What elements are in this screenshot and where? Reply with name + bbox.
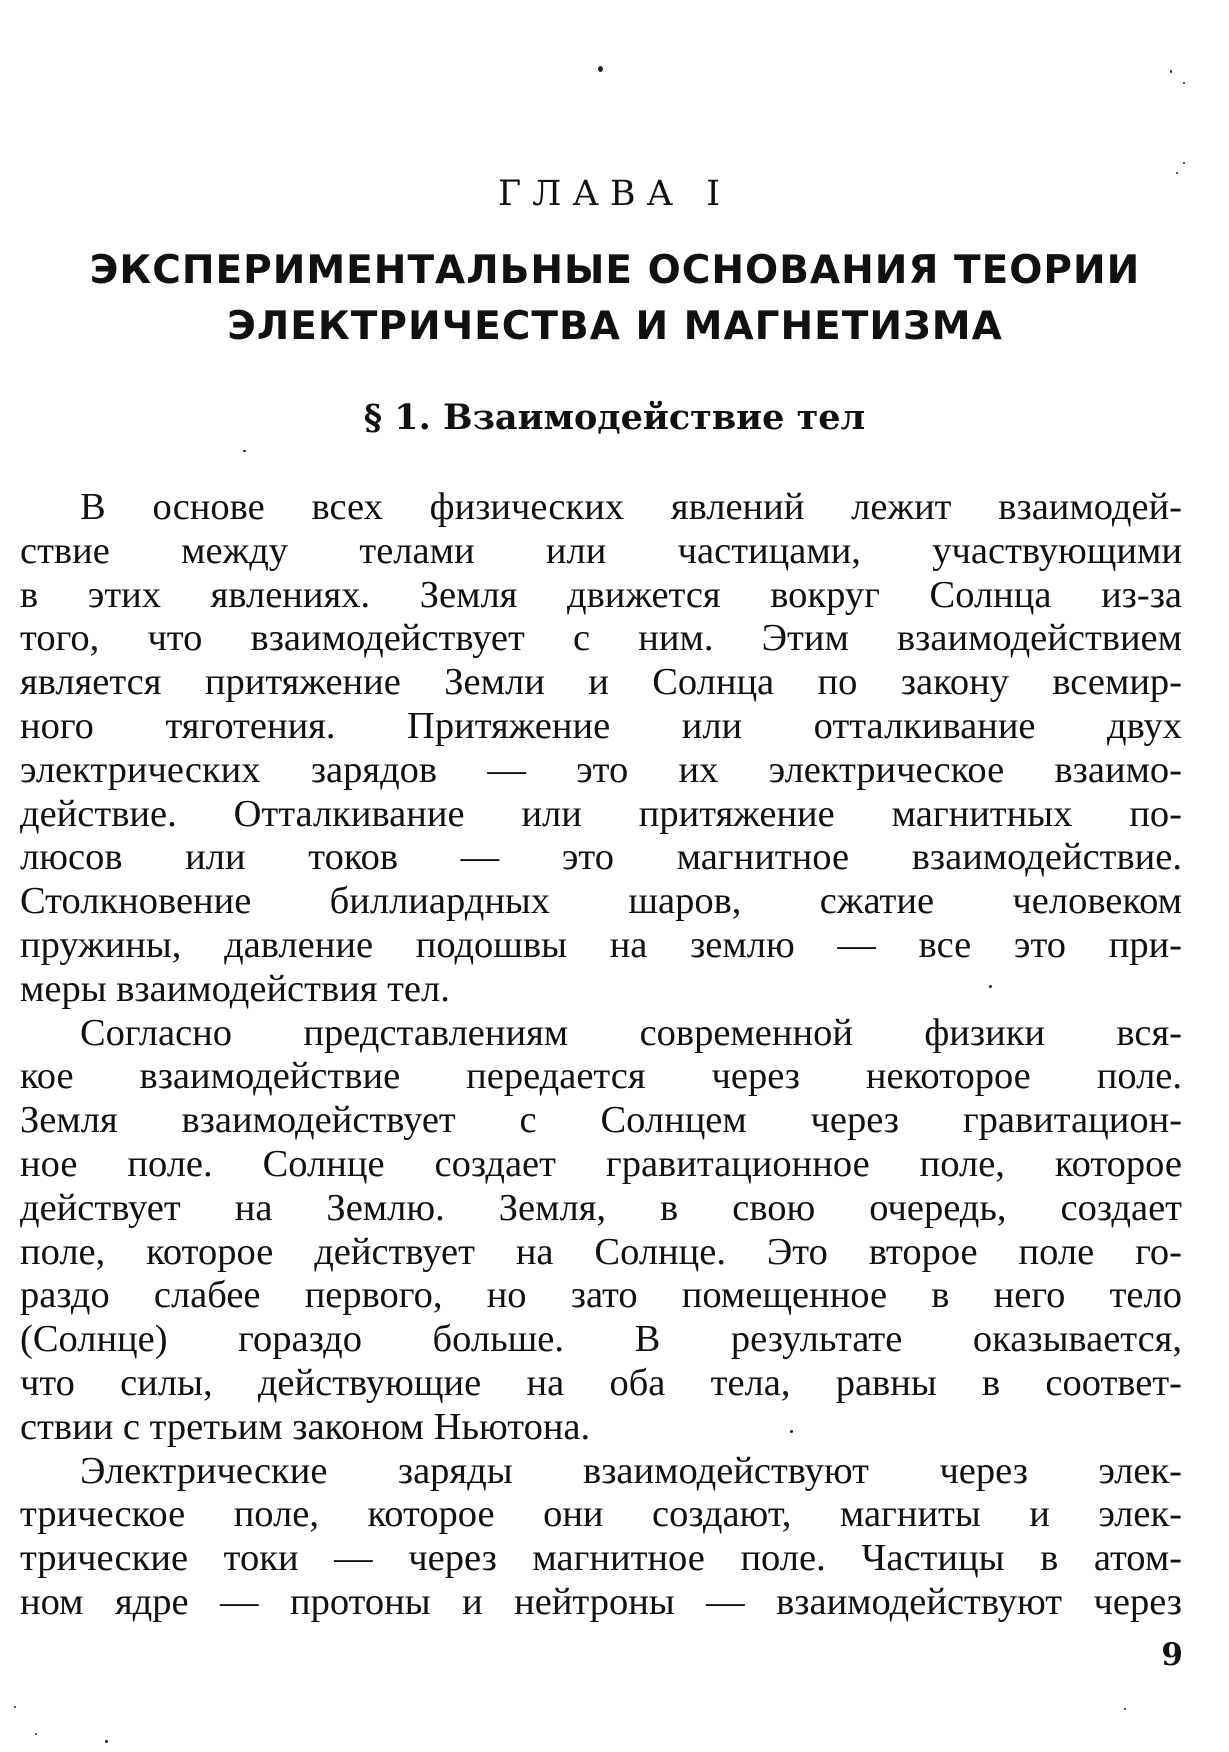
scan-speck — [105, 1740, 108, 1743]
scan-speck — [1124, 1708, 1126, 1710]
text-line: что силы, действующие на оба тела, равны в соответ- — [20, 1361, 1182, 1404]
text-line: Столкновение биллиардных шаров, сжатие человеком — [20, 880, 1182, 923]
text-line: ствии с третьим законом Ньютона. — [20, 1405, 591, 1448]
scan-speck — [1183, 162, 1185, 164]
text-line: действие. Отталкивание или притяжение магнитных по- — [20, 792, 1182, 835]
text-line: трическое поле, которое они создают, магниты и элек- — [20, 1493, 1182, 1536]
text-line: ное поле. Солнце создает гравитационное поле, которое — [20, 1142, 1182, 1185]
scan-speck — [14, 1706, 16, 1708]
text-line: Земля взаимодействует с Солнцем через гравитацион- — [20, 1099, 1182, 1142]
text-line: меры взаимодействия тел. — [20, 967, 450, 1010]
text-line: кое взаимодействие передается через некоторое поле. — [20, 1055, 1182, 1098]
text-line: в этих явлениях. Земля движется вокруг Солнца из-за — [20, 573, 1182, 616]
text-line: Электрические заряды взаимодействуют через элек- — [80, 1449, 1182, 1492]
body-text — [20, 486, 1182, 1625]
scan-speck — [35, 1733, 37, 1735]
text-line: В основе всех физических явлений лежит взаимодей- — [80, 486, 1182, 528]
text-line: поле, которое действует на Солнце. Это второе поле го- — [20, 1230, 1182, 1273]
paragraph — [20, 1450, 1182, 1625]
page-number: 9 — [1161, 1637, 1183, 1673]
chapter-title-line: ЭЛЕКТРИЧЕСТВА И МАГНЕТИЗМА — [227, 304, 1003, 349]
text-line: люсов или токов — это магнитное взаимодействие. — [20, 836, 1182, 879]
text-line: ном ядре — протоны и нейтроны — взаимодействуют через — [20, 1580, 1182, 1623]
scan-speck — [1170, 70, 1172, 73]
text-line: электрических зарядов — это их электрическое взаимо- — [20, 748, 1182, 791]
chapter-title — [40, 243, 1190, 355]
scan-speck — [790, 1430, 793, 1433]
scan-speck — [598, 66, 603, 72]
text-line: ного тяготения. Притяжение или отталкивание двух — [20, 704, 1182, 747]
paragraph — [20, 1012, 1182, 1450]
text-line: того, что взаимодействует с ним. Этим взаимодействием — [20, 617, 1182, 660]
text-line: пружины, давление подошвы на землю — все это при- — [20, 923, 1182, 966]
text-line: является притяжение Земли и Солнца по закону всемир- — [20, 661, 1182, 704]
scan-speck — [1176, 172, 1178, 174]
text-line: ствие между телами или частицами, участвующими — [20, 529, 1182, 572]
chapter-label: ГЛАВА I — [497, 174, 732, 214]
text-line: Согласно представлениям современной физики вся- — [80, 1011, 1182, 1054]
scan-speck — [243, 450, 246, 452]
text-line: действует на Землю. Земля, в свою очередь, создает — [20, 1186, 1182, 1229]
text-line: (Солнце) гораздо больше. В результате оказывается, — [20, 1318, 1182, 1361]
text-line: раздо слабее первого, но зато помещенное в него тело — [20, 1274, 1182, 1317]
scan-speck — [989, 985, 992, 988]
paragraph — [20, 486, 1182, 1012]
text-line: трические токи — через магнитное поле. Частицы в атом- — [20, 1537, 1182, 1580]
chapter-title-line: ЭКСПЕРИМЕНТАЛЬНЫЕ ОСНОВАНИЯ ТЕОРИИ — [89, 248, 1141, 293]
section-title: § 1. Взаимодействие тел — [363, 397, 866, 438]
scan-speck — [1183, 82, 1185, 84]
